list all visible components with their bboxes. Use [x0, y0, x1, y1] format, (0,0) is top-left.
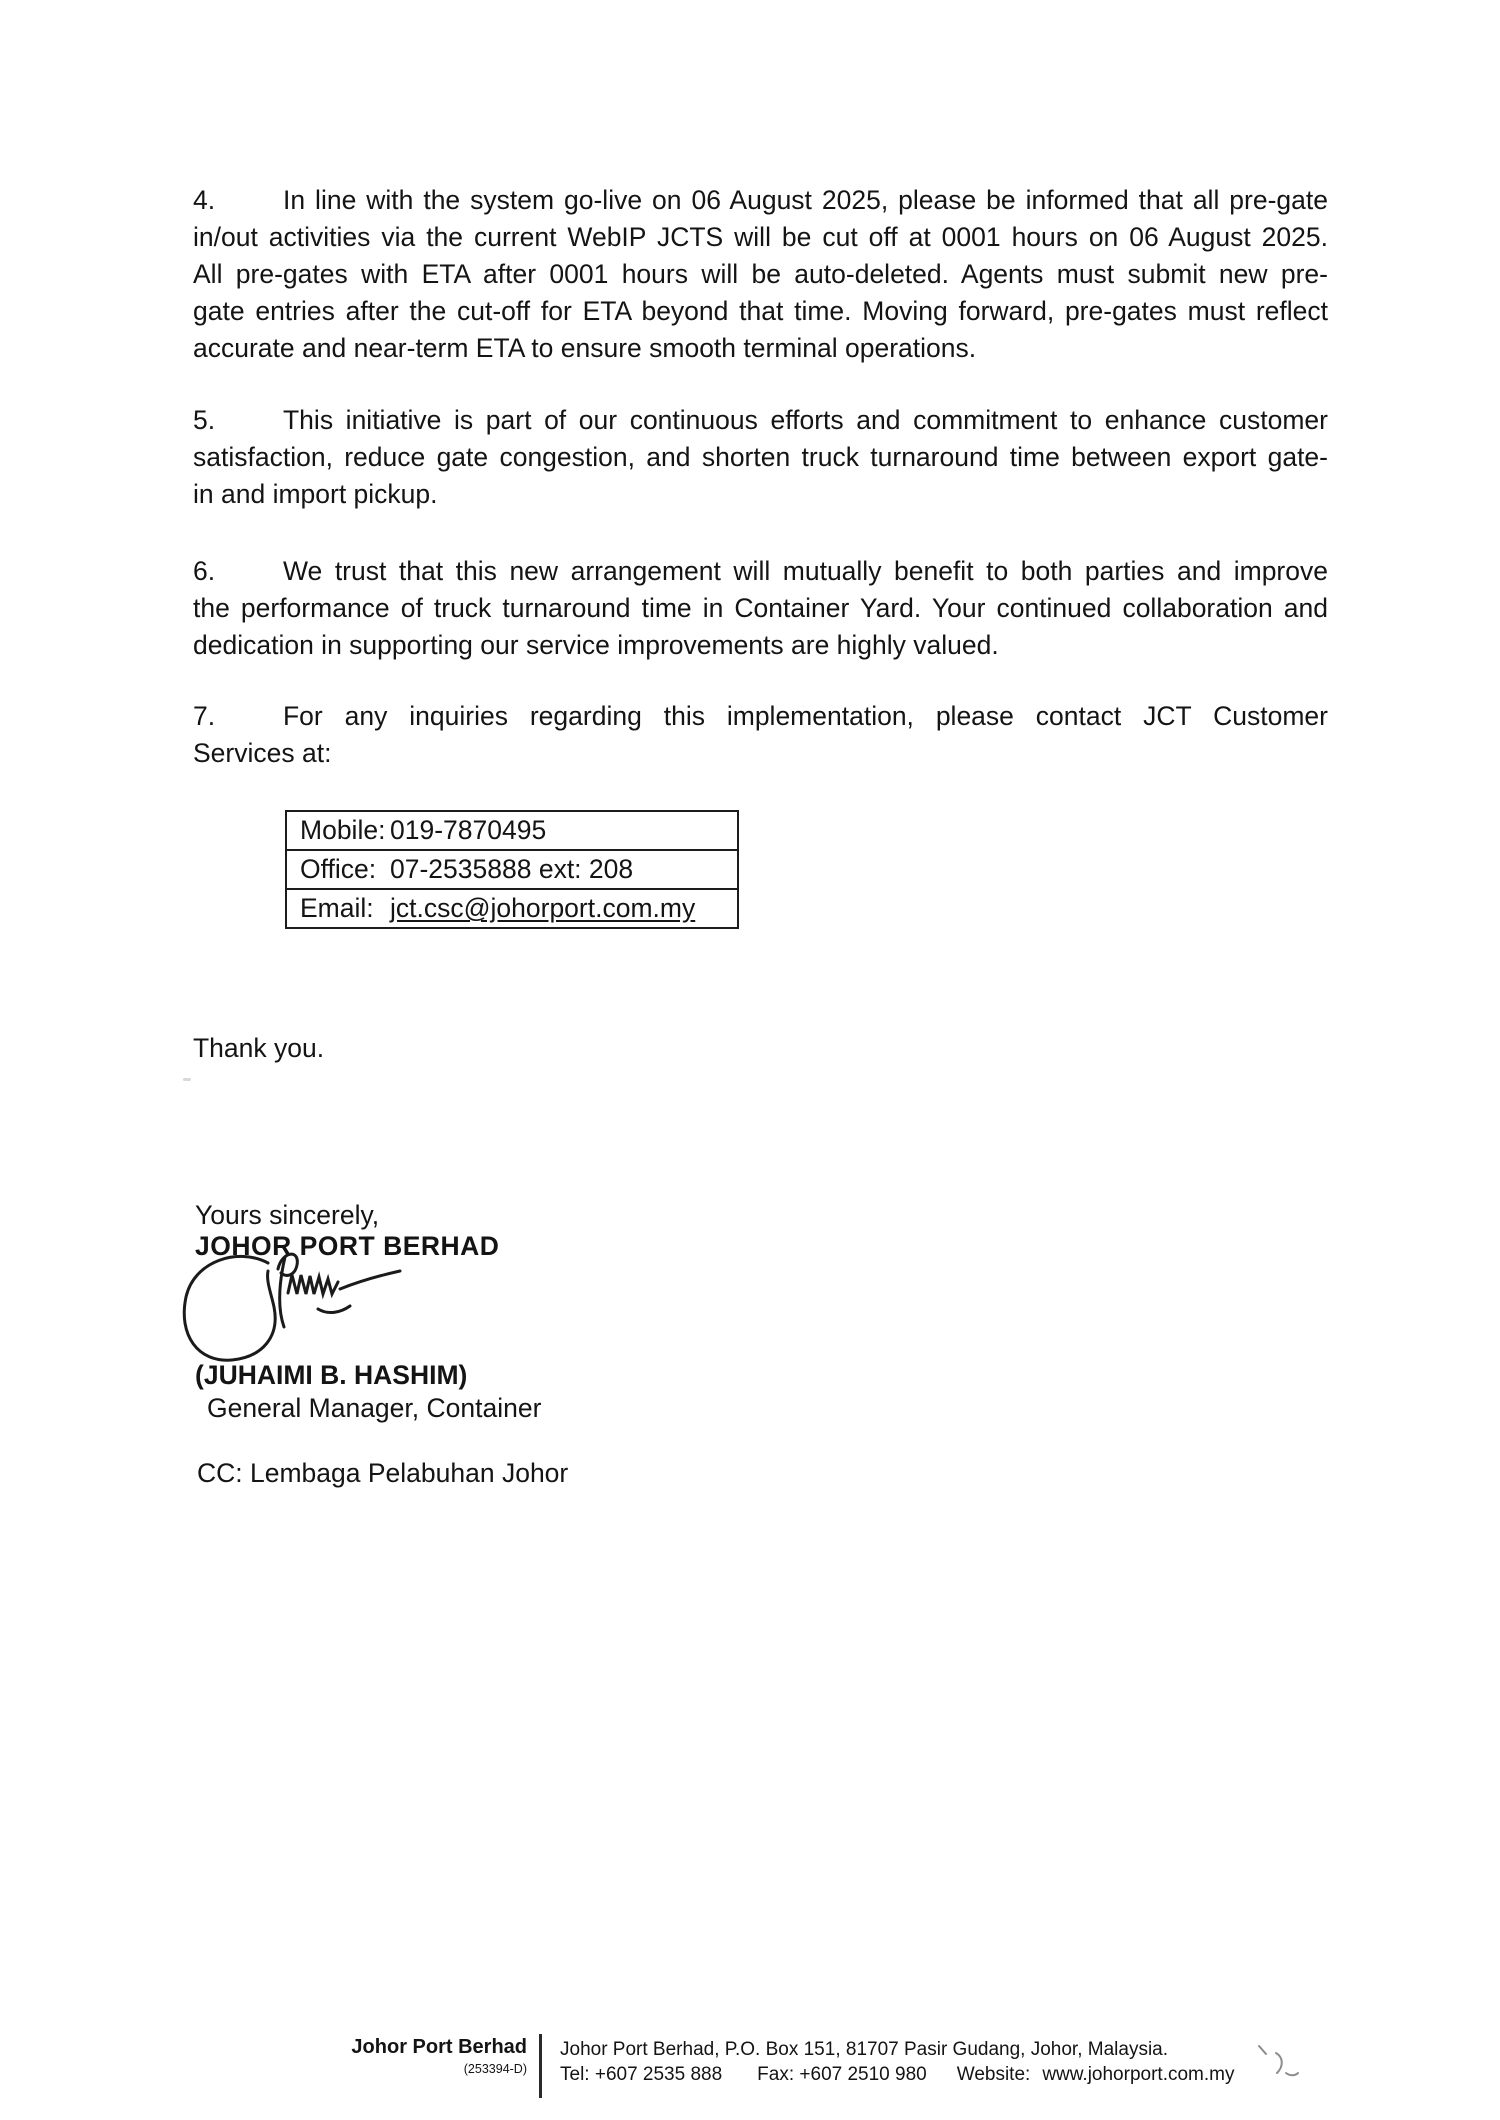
paragraph-number: 5. — [193, 405, 216, 435]
row-label: Mobile: — [300, 815, 386, 845]
paragraph-text: For any inquiries regarding this implementation, please contact JCT Customer — [283, 701, 1328, 731]
paragraph-number: 6. — [193, 556, 216, 586]
paragraph-line: in and import pickup. — [193, 479, 438, 509]
footer-tel: Tel: +607 2535 888 — [560, 2064, 723, 2085]
thank-you-text: Thank you. — [193, 1033, 325, 1063]
paragraph-line — [193, 402, 1328, 439]
paragraph-line: the performance of truck turnaround time in Container Yard. Your continued collaboration and — [193, 593, 1328, 623]
paragraph-line — [193, 182, 1328, 219]
scan-speck — [183, 1078, 191, 1081]
paragraph-text: This initiative is part of our continuous efforts and commitment to enhance customer — [283, 405, 1328, 435]
paragraph-text: We trust that this new arrangement will mutually benefit to both parties and improve — [283, 556, 1328, 586]
row-label: Office: — [300, 854, 377, 884]
paragraph-6 — [193, 553, 1328, 664]
company-name-line: JOHOR PORT BERHAD — [195, 1231, 500, 1261]
pen-mark-icon — [1253, 2040, 1313, 2085]
footer-company-block — [300, 2035, 527, 2077]
table-row-mobile — [287, 812, 737, 849]
paragraph-7 — [193, 698, 1328, 772]
office-number: 07-2535888 ext: 208 — [390, 854, 634, 884]
paragraph-number: 4. — [193, 185, 216, 215]
salutation-text: Yours sincerely, — [195, 1200, 380, 1230]
paragraph-line: All pre-gates with ETA after 0001 hours will be auto-deleted. Agents must submit new pre- — [193, 259, 1328, 289]
signatory-title: General Manager, Container — [207, 1393, 542, 1423]
footer-contact-line — [560, 2062, 1234, 2087]
paragraph-text: In line with the system go-live on 06 August 2025, please be informed that all pre-gate — [283, 185, 1328, 215]
footer-company-reg: (253394-D) — [463, 2062, 527, 2076]
paragraph-line: accurate and near-term ETA to ensure smooth terminal operations. — [193, 333, 977, 363]
footer-website-label: Website: — [956, 2064, 1031, 2085]
paragraph-line — [193, 698, 1328, 735]
row-label: Email: — [300, 893, 374, 923]
paragraph-number: 7. — [193, 701, 216, 731]
paragraph-line: satisfaction, reduce gate congestion, and shorten truck turnaround time between export gate- — [193, 442, 1328, 472]
footer-divider — [539, 2034, 542, 2098]
footer-address-block — [560, 2037, 1234, 2087]
footer-website-url: www.johorport.com.my — [1042, 2064, 1235, 2085]
paragraph-line — [193, 553, 1328, 590]
cc-line: CC: Lembaga Pelabuhan Johor — [197, 1458, 569, 1488]
table-row-office — [287, 849, 737, 888]
paragraph-5 — [193, 402, 1328, 513]
paragraph-line: in/out activities via the current WebIP JCTS will be cut off at 0001 hours on 06 August 2025. — [193, 222, 1328, 252]
footer-address-line: Johor Port Berhad, P.O. Box 151, 81707 Pasir Gudang, Johor, Malaysia. — [560, 2039, 1169, 2060]
table-row-email — [287, 888, 737, 927]
signatory-name: (JUHAIMI B. HASHIM) — [195, 1360, 468, 1390]
paragraph-line: Services at: — [193, 738, 332, 768]
paragraph-line: dedication in supporting our service improvements are highly valued. — [193, 630, 999, 660]
footer-company-name: Johor Port Berhad — [351, 2036, 527, 2058]
mobile-number: 019-7870495 — [390, 815, 547, 845]
email-address: jct.csc@johorport.com.my — [390, 893, 696, 923]
contact-table — [285, 810, 739, 929]
footer-fax: Fax: +607 2510 980 — [757, 2064, 927, 2085]
signature-icon — [160, 1245, 410, 1370]
paragraph-line: gate entries after the cut-off for ETA beyond that time. Moving forward, pre-gates must reflect — [193, 296, 1328, 326]
paragraph-4 — [193, 182, 1328, 367]
